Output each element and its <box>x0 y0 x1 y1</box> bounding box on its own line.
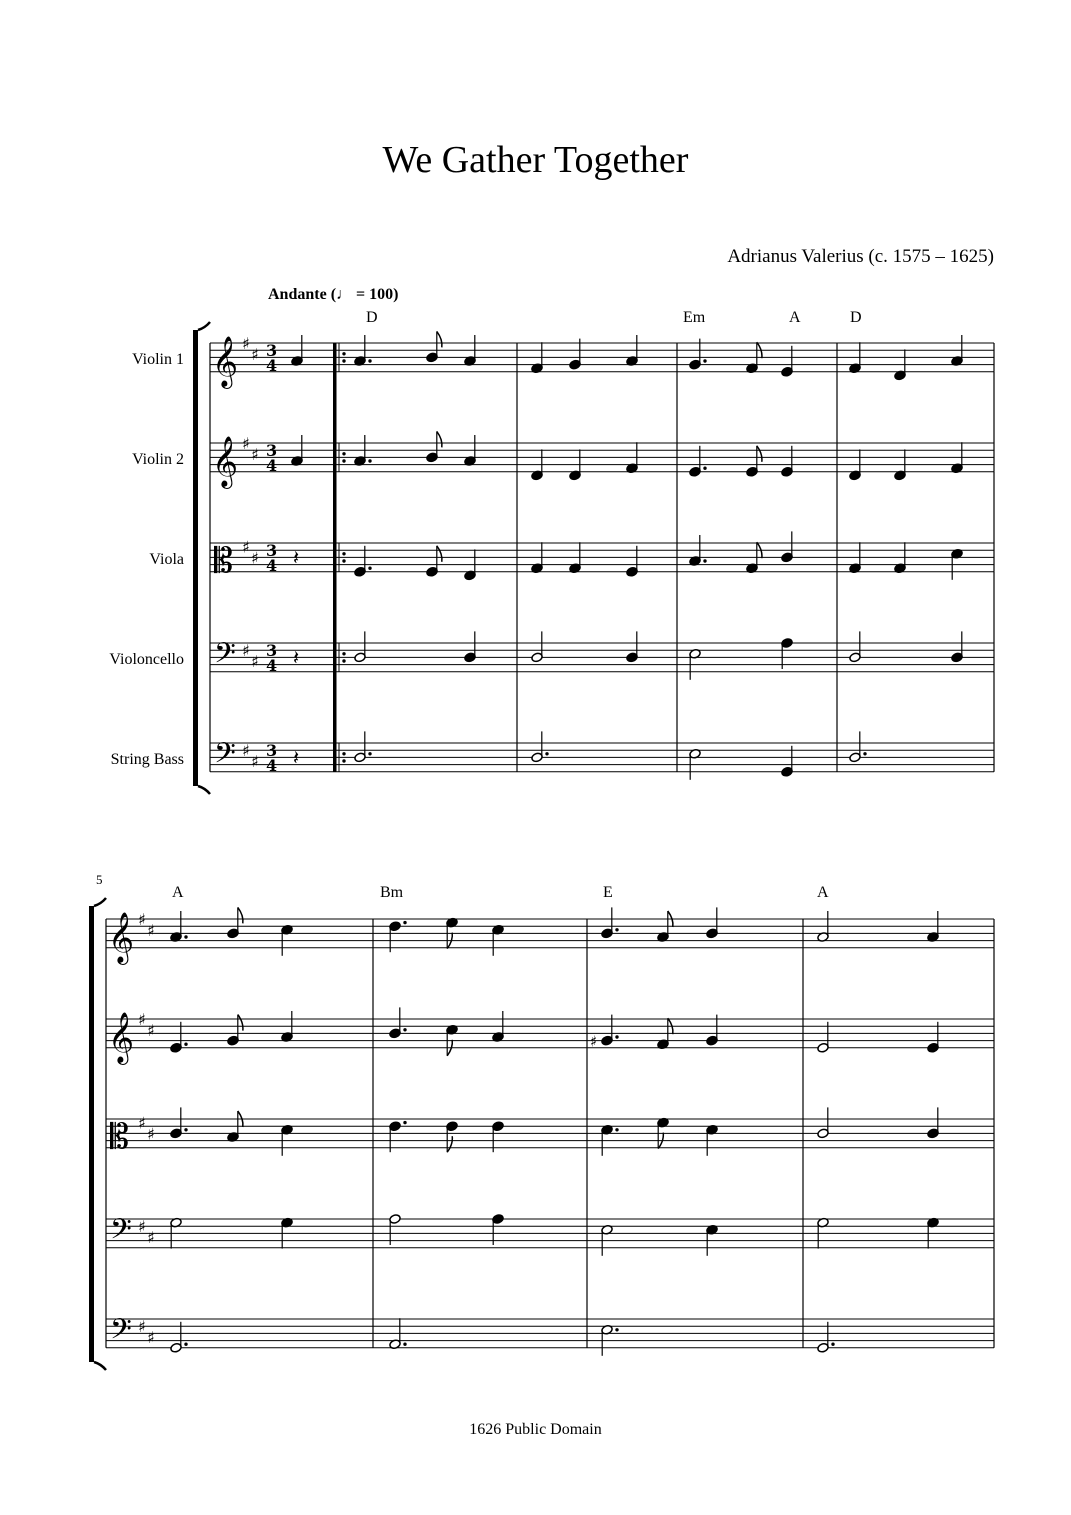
instrument-label-viola: Viola <box>149 551 184 568</box>
repeat-dot <box>342 452 345 455</box>
augmentation-dot <box>184 1128 187 1131</box>
sharp-icon: ♯ <box>138 1217 146 1237</box>
time-sig-denominator: 4 <box>266 656 278 675</box>
augmentation-dot <box>831 1343 834 1346</box>
sharp-icon: ♯ <box>147 1228 155 1247</box>
time-sig-numerator: 3 <box>266 341 278 360</box>
sharp-icon: ♯ <box>147 1328 155 1347</box>
sharp-icon: ♯ <box>251 444 259 464</box>
repeat-dot <box>342 752 345 755</box>
chord-symbol: A <box>817 884 829 901</box>
chord-symbol: A <box>789 309 801 326</box>
repeat-dot <box>342 652 345 655</box>
composer-credit: Adrianus Valerius (c. 1575 – 1625) <box>727 246 994 267</box>
system-bracket <box>89 906 94 1362</box>
augmentation-dot <box>184 1343 187 1346</box>
instrument-label-violin-2: Violin 2 <box>132 451 184 468</box>
repeat-dot <box>342 659 345 662</box>
time-sig-numerator: 3 <box>266 441 278 460</box>
copyright-notice: 1626 Public Domain <box>469 1421 602 1438</box>
repeat-thick-bar <box>333 643 337 672</box>
score-title: We Gather Together <box>382 139 689 181</box>
augmentation-dot <box>703 559 706 562</box>
bracket-top-hook <box>94 898 106 906</box>
repeat-connector <box>333 572 337 643</box>
instrument-label-violoncello: Violoncello <box>109 651 184 668</box>
sharp-icon: ♯ <box>242 741 250 761</box>
treble-clef-icon: 𝄞 <box>212 336 239 387</box>
chord-symbol: D <box>850 309 862 326</box>
augmentation-dot <box>184 935 187 938</box>
chord-symbol: E <box>603 884 613 901</box>
bracket-bottom-hook <box>198 786 210 794</box>
eighth-flag <box>437 431 442 447</box>
sharp-accidental-icon: ♯ <box>590 1032 598 1051</box>
treble-clef-icon: 𝄞 <box>212 436 239 487</box>
treble-clef-icon: 𝄞 <box>108 912 135 963</box>
time-sig-numerator: 3 <box>266 641 278 660</box>
sharp-icon: ♯ <box>138 1010 146 1029</box>
sharp-icon: ♯ <box>147 1020 155 1040</box>
tempo-paren-close: ) <box>393 286 399 303</box>
repeat-dot <box>342 459 345 462</box>
augmentation-dot <box>703 467 706 470</box>
eighth-flag <box>437 331 442 347</box>
augmentation-dot <box>403 1028 406 1031</box>
instrument-label-string-bass: String Bass <box>110 751 184 768</box>
repeat-connector <box>333 372 337 443</box>
bass-clef-icon: 𝄢 <box>214 737 236 777</box>
repeat-thick-bar <box>333 543 337 572</box>
augmentation-dot <box>403 921 406 924</box>
quarter-rest-icon: 𝄽 <box>293 545 300 570</box>
chord-symbol: A <box>172 884 184 901</box>
augmentation-dot <box>545 752 548 755</box>
bass-clef-icon: 𝄢 <box>214 637 236 677</box>
augmentation-dot <box>403 1121 406 1124</box>
time-sig-numerator: 3 <box>266 541 278 560</box>
sharp-icon: ♯ <box>147 920 155 940</box>
quarter-rest-icon: 𝄽 <box>293 745 300 770</box>
repeat-thick-bar <box>333 343 337 372</box>
tempo-label: Andante <box>268 286 327 303</box>
sharp-icon: ♯ <box>242 641 250 661</box>
repeat-connector <box>333 672 337 743</box>
eighth-flag <box>238 907 243 923</box>
augmentation-dot <box>368 459 371 462</box>
time-sig-denominator: 4 <box>266 756 278 775</box>
eighth-flag <box>437 546 442 562</box>
repeat-dot <box>342 552 345 555</box>
sharp-icon: ♯ <box>138 1113 146 1133</box>
measure-number: 5 <box>96 872 103 887</box>
sharp-icon: ♯ <box>251 548 259 568</box>
time-sig-denominator: 4 <box>266 356 278 375</box>
augmentation-dot <box>615 1328 618 1331</box>
repeat-thick-bar <box>333 443 337 472</box>
repeat-dot <box>342 359 345 362</box>
repeat-dot <box>342 559 345 562</box>
quarter-rest-icon: 𝄽 <box>293 645 300 670</box>
augmentation-dot <box>615 928 618 931</box>
sharp-icon: ♯ <box>242 537 250 557</box>
augmentation-dot <box>615 1128 618 1131</box>
bracket-bottom-hook <box>94 1362 106 1370</box>
augmentation-dot <box>863 752 866 755</box>
treble-clef-icon: 𝄞 <box>108 1012 135 1063</box>
time-sig-denominator: 4 <box>266 456 278 475</box>
alto-clef-icon: 𝄡 <box>214 541 233 581</box>
repeat-thick-bar <box>333 743 337 772</box>
augmentation-dot <box>368 567 371 570</box>
instrument-label-violin-1: Violin 1 <box>132 351 184 368</box>
repeat-connector <box>333 472 337 543</box>
sharp-icon: ♯ <box>138 1317 146 1337</box>
eighth-flag <box>238 1015 243 1031</box>
augmentation-dot <box>703 359 706 362</box>
eighth-flag <box>447 1136 452 1152</box>
eighth-flag <box>757 446 762 462</box>
repeat-dot <box>342 759 345 762</box>
alto-clef-icon: 𝄡 <box>110 1117 129 1157</box>
augmentation-dot <box>368 359 371 362</box>
tempo-paren-open: ( <box>330 286 337 303</box>
sharp-icon: ♯ <box>251 752 259 771</box>
chord-symbol: Em <box>683 309 706 326</box>
sharp-icon: ♯ <box>242 434 250 453</box>
system-bracket <box>193 330 198 786</box>
repeat-dot <box>342 352 345 355</box>
augmentation-dot <box>184 1043 187 1046</box>
bass-clef-icon: 𝄢 <box>110 1313 132 1353</box>
sharp-icon: ♯ <box>251 652 259 671</box>
sharp-icon: ♯ <box>242 334 250 353</box>
quarter-note-icon: ♩ <box>336 286 353 303</box>
bass-clef-icon: 𝄢 <box>110 1213 132 1253</box>
augmentation-dot <box>368 752 371 755</box>
sharp-icon: ♯ <box>138 910 146 929</box>
chord-symbol: D <box>366 309 378 326</box>
sharp-icon: ♯ <box>147 1124 155 1144</box>
time-sig-denominator: 4 <box>266 556 278 575</box>
augmentation-dot <box>403 1343 406 1346</box>
bracket-top-hook <box>198 322 210 330</box>
sharp-icon: ♯ <box>251 344 259 364</box>
chord-symbol: Bm <box>380 884 404 901</box>
augmentation-dot <box>615 1035 618 1038</box>
tempo-bpm: = 100 <box>356 286 394 303</box>
time-sig-numerator: 3 <box>266 741 278 760</box>
